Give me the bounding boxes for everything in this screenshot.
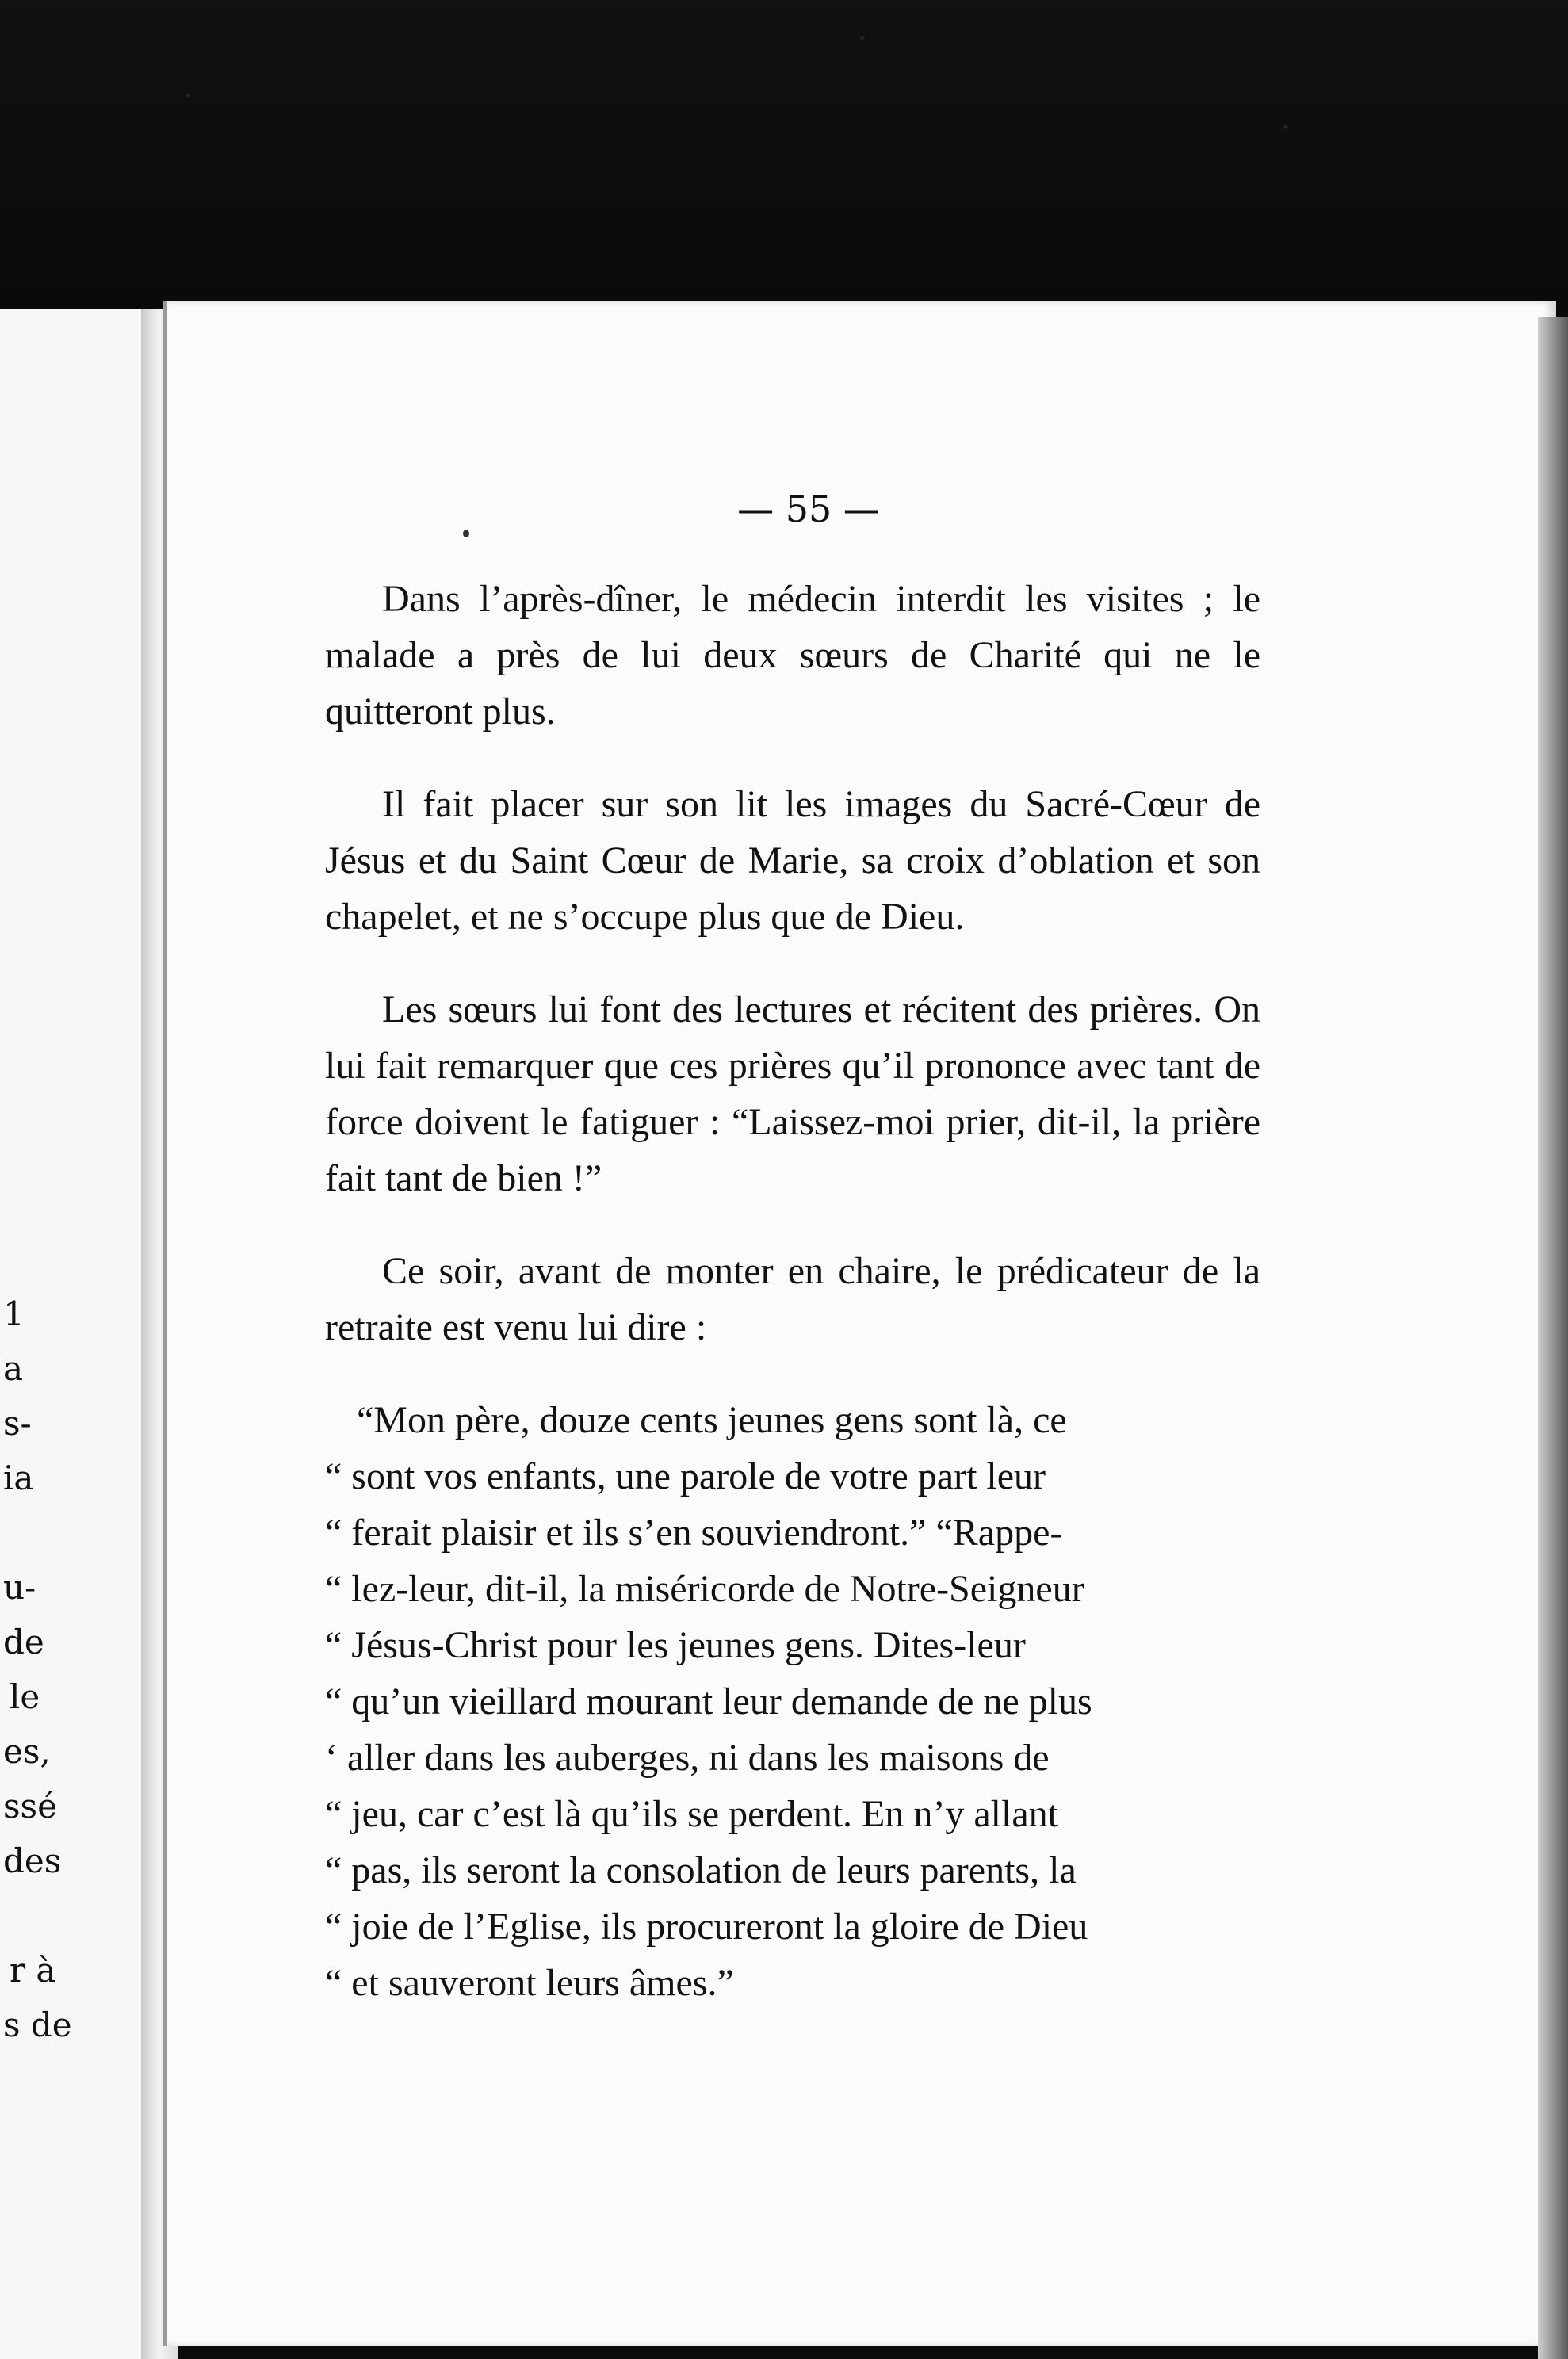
quote-line: ‘ aller dans les auberges, ni dans les maisons de	[325, 1737, 1050, 1779]
left-page-fragment: ssé	[3, 1787, 57, 1826]
left-page-fragment: u-	[3, 1568, 36, 1607]
quote-line: “ joie de l’Eglise, ils procureront la gloire de Dieu	[325, 1906, 1088, 1948]
left-page-fragment: de	[3, 1623, 44, 1661]
quote-line: “ pas, ils seront la consolation de leurs parents, la	[325, 1849, 1077, 1891]
page-number: — 55 —	[737, 487, 880, 530]
left-page-fragment: s-	[3, 1404, 32, 1443]
quote-line: “ jeu, car c’est là qu’ils se perdent. En n’y allant	[325, 1793, 1058, 1835]
left-page-fragment: a	[3, 1349, 24, 1388]
page-body	[325, 571, 1260, 2011]
quote-line: “ ferait plaisir et ils s’en souviendront.” “Rappe-	[325, 1512, 1063, 1554]
paragraph: Dans l’après-dîner, le médecin interdit les visites ; le malade a près de lui deux sœurs de Charité qui ne le quitteront plus.	[325, 578, 1260, 732]
quote-line: “Mon père, douze cents jeunes gens sont là, ce	[357, 1399, 1067, 1441]
quote-line: “ lez-leur, dit-il, la miséricorde de Notre-Seigneur	[325, 1568, 1084, 1610]
paragraph: Ce soir, avant de monter en chaire, le prédicateur de la retraite est venu lui dire :	[325, 1250, 1260, 1348]
paragraph: Il fait placer sur son lit les images du Sacré-Cœur de Jésus et du Saint Cœur de Marie, sa croix d’oblation et son chapelet, et ne s’occupe plus que de Dieu.	[325, 783, 1260, 938]
quote-line: “ Jésus-Christ pour les jeunes gens. Dites-leur	[325, 1624, 1026, 1666]
ink-speck	[463, 530, 469, 537]
dark-background	[0, 0, 1568, 317]
left-page-fragment: ia	[3, 1459, 34, 1497]
quote-line: “ et sauveront leurs âmes.”	[325, 1962, 734, 2004]
left-page-fragment: des	[3, 1841, 62, 1880]
quotation-block	[325, 1392, 1260, 2011]
left-page-fragment: r à	[10, 1951, 56, 1990]
paragraph: Les sœurs lui font des lectures et récitent des prières. On lui fait remarquer que ces prières qu’il prononce avec tant de force doivent le fatiguer : “Laissez-moi prier, dit-il, la prière fait tant de bien !”	[325, 988, 1260, 1199]
left-page-fragment: 1	[3, 1294, 25, 1333]
left-page-fragment: es,	[3, 1732, 51, 1771]
page-edge-shadow	[1538, 317, 1568, 2359]
quote-line: “ qu’un vieillard mourant leur demande de ne plus	[325, 1680, 1092, 1722]
left-page-fragment: s de	[3, 2005, 72, 2044]
quote-line: “ sont vos enfants, une parole de votre part leur	[325, 1455, 1046, 1497]
left-page-fragment: le	[10, 1677, 40, 1716]
